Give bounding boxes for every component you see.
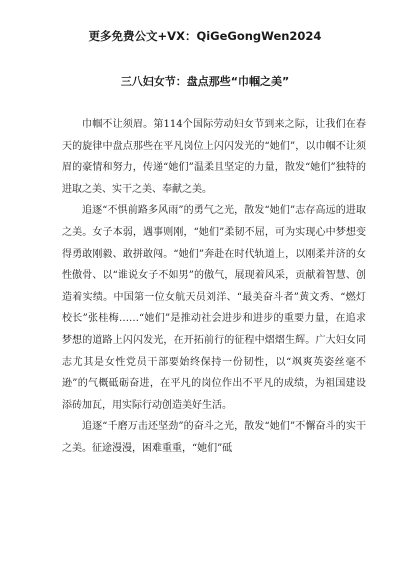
paragraph: 追逐“不惧前路多风雨”的勇气之光，散发“她们”志存高远的进取之美。女子本弱，遇事则刚，“她们”柔韧不屈，可为实现心中梦想变得勇敢刚毅、敢拼敢闯。“她们”奔赴在时代轨道上，以刚柔并济的女性傲骨、以“谁说女子不如男”的傲气，展现着风采，贡献着智慧、创造着实绩。中国第一位女航天员刘洋、“最美奋斗者”黄文秀、“燃灯校长”张桂梅……“她们”是推动社会进步和进步的重要力量，在追求梦想的道路上闪闪发光，在开拓前行的征程中熠熠生辉。广大妇女同志尤其是女性党员干部要始终保持一份韧性，以“飒爽英姿丝毫不逊”的气概砥砺奋进，在平凡的岗位作出不平凡的成绩，为祖国建设添砖加瓦，用实际行动创造美好生活。 <box>62 205 366 411</box>
header-watermark-text: 更多免费公文+VX：QiGeGongWen2024 <box>88 29 322 43</box>
document-title: 三八妇女节：盘点那些“巾帼之美” <box>120 75 290 88</box>
document-body <box>62 114 366 460</box>
paragraph: 巾帼不让须眉。第114个国际劳动妇女节到来之际，让我们在春天的旋律中盘点那些在平凡岗位上闪闪发光的“她们”，以巾帼不让须眉的豪情和努力，传递“她们”温柔且坚定的力量，散发“她们”独特的进取之美、实干之美、奉献之美。 <box>62 119 366 195</box>
paragraph: 追逐“千磨万击还坚劲”的奋斗之光，散发“她们”不懈奋斗的实干之美。征途漫漫，困难重重，“她们”砥 <box>62 421 366 454</box>
